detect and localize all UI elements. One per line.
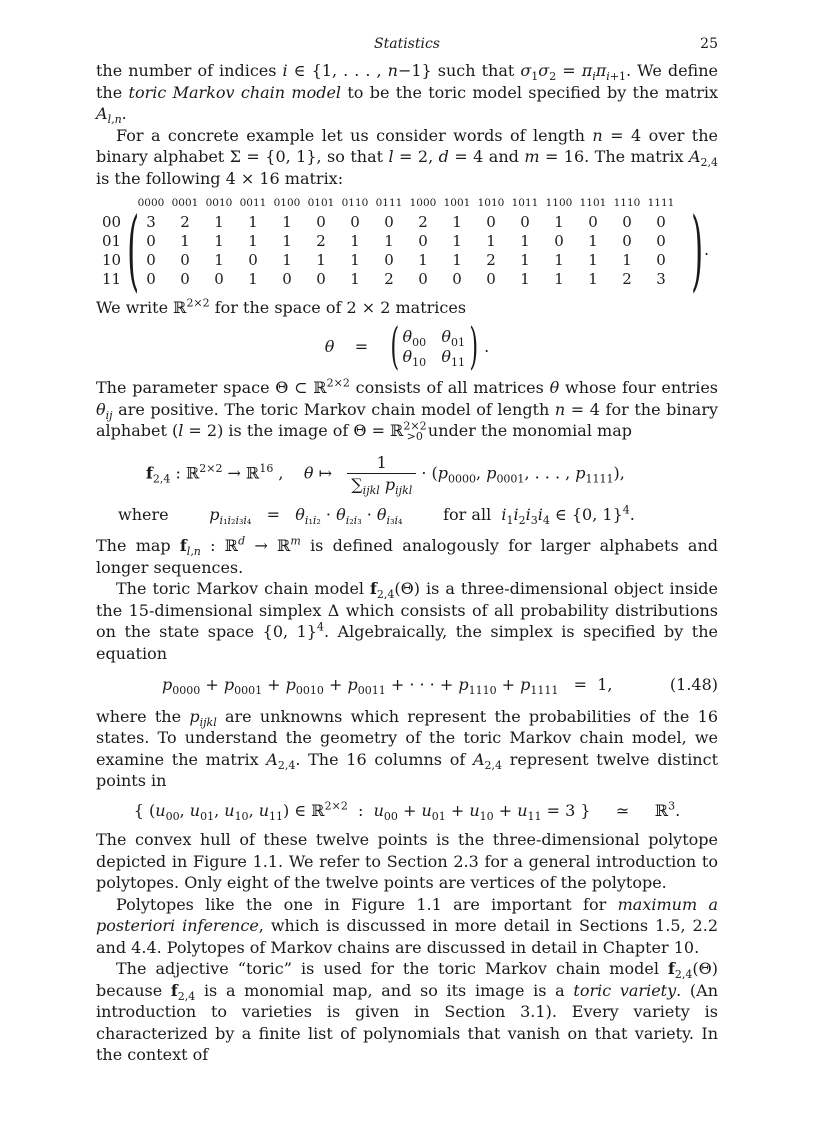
matrix-cell: 1 xyxy=(554,213,564,231)
matrix-cell: 1 xyxy=(452,213,462,231)
matrix-cell: 1 xyxy=(554,251,564,269)
matrix-cell: 0 xyxy=(656,232,666,250)
matrix-cell: 0 xyxy=(384,213,394,231)
matrix-cell: 1 xyxy=(214,251,224,269)
matrix-cell: 1 xyxy=(282,232,292,250)
matrix-cell: 1 xyxy=(520,232,530,250)
matrix-cell: 0 xyxy=(588,213,598,231)
where-equation: where $p_{i_1i_2i_3i_4} = \theta_{i_1i_2} \cdot \theta_{i_2i_3} \cdot \theta_{i_3i_4}$ for all $i_1i_2i_3i_4$ ∈ {0, 1}$^4$. xyxy=(118,503,635,527)
right-parenthesis: ) xyxy=(691,198,704,301)
equation-number: (1.48) xyxy=(669,675,718,694)
matrix-cell: 0 xyxy=(248,251,258,269)
paragraph: the number of indices i ∈ {1, . . . , n−1} such that $\sigma_1\sigma_2 = \pi_i\pi_{i+1}$. We define the toric Markov chain model to be the toric model specified by the matrix $A_{l,n}$. xyxy=(96,61,719,127)
matrix-cell: 1 xyxy=(248,213,258,231)
matrix-cell: 1 xyxy=(588,251,598,269)
matrix-cell: 2 xyxy=(180,213,190,231)
matrix-row-labels xyxy=(102,213,121,289)
matrix-cell: 1 xyxy=(452,251,462,269)
matrix-cell: 1 xyxy=(350,232,360,250)
matrix-cell: 1 xyxy=(622,251,632,269)
matrix-cell: 1 xyxy=(384,232,394,250)
matrix-column-header: 1101 xyxy=(579,197,607,209)
matrix-cell: 1 xyxy=(282,213,292,231)
matrix-cell: 0 xyxy=(554,232,564,250)
matrix-cell: 0 xyxy=(180,251,190,269)
matrix-cell: 2 xyxy=(622,270,632,288)
matrix-column-header: 0111 xyxy=(375,197,403,209)
monomial-map-equation: $f_{2,4}$ : ℝ$^{2\times 2}$ → ℝ$^{16}$ , θ ↦ $\frac{1}{\sum_{ijkl} p_{ijkl}}$ · ($p_{0000}$, $p_{0001}$, . . . , $p_{1111}$), xyxy=(146,452,625,498)
matrix-cell: 0 xyxy=(282,270,292,288)
matrix-cell: 0 xyxy=(180,270,190,288)
matrix-cell: 0 xyxy=(622,213,632,231)
matrix-cell: 2 xyxy=(418,213,428,231)
matrix-column-header: 0000 xyxy=(137,197,165,209)
running-title: Statistics xyxy=(374,36,440,52)
paragraph: The convex hull of these twelve points is the three-dimensional polytope depicted in Figure 1.1. We refer to Section 2.3 for a general introduction to polytopes. Only eight of the twelve points are vertices of the polytope. xyxy=(96,830,718,892)
matrix-cell: 1 xyxy=(248,232,258,250)
paragraph: The parameter space Θ ⊂ ℝ$^{2\times 2}$ consists of all matrices θ whose four entries $\theta_{ij}$ are positive. The toric Markov chain model of length n = 4 for the binary alphabet (l = 2) is the image of Θ = ℝ$^{2\times 2}_{>0}$ under the monomial map xyxy=(96,376,719,444)
matrix-cell: 1 xyxy=(350,251,360,269)
matrix-cell: 1 xyxy=(248,270,258,288)
matrix-column-header: 1001 xyxy=(443,197,471,209)
paragraph: The adjective “toric” is used for the toric Markov chain model $f_{2,4}(\Theta)$ because $f_{2,4}$ is a monomial map, and so its image is a toric variety. (An introduction to varieties is given in Section 3.1). Every variety is characterized by a finite list of polynomials that vanish on that variety. In the context of xyxy=(96,959,719,1064)
matrix-cell: 1 xyxy=(282,251,292,269)
matrix-cell: 1 xyxy=(350,270,360,288)
matrix-cell: 1 xyxy=(214,232,224,250)
matrix-cell: 0 xyxy=(350,213,360,231)
matrix-column-header: 0110 xyxy=(341,197,369,209)
running-header xyxy=(96,34,718,60)
theta-equation: θ = ( $\theta_{00}$ $\theta_{01}$ $\theta_{10}$ $\theta_{11}$ ) . xyxy=(324,316,490,375)
paragraph: The map $f_{l,n}$ : ℝ$^d$ → ℝ$^m$ is defined analogously for larger alphabets and longer sequences. xyxy=(96,534,719,577)
matrix-column-header: 0101 xyxy=(307,197,335,209)
matrix-cell: 1 xyxy=(214,213,224,231)
matrix-cell: 0 xyxy=(146,270,156,288)
matrix-cell: 0 xyxy=(316,213,326,231)
matrix-column-header: 0011 xyxy=(239,197,267,209)
matrix-cell: 1 xyxy=(452,232,462,250)
paragraph: We write ℝ$^{2\times 2}$ for the space of 2 × 2 matrices xyxy=(96,296,467,317)
page xyxy=(96,34,718,1066)
matrix-cell: 3 xyxy=(146,213,156,231)
matrix-cell: 3 xyxy=(656,270,666,288)
paragraph: For a concrete example let us consider words of length n = 4 over the binary alphabet Σ = {0, 1}, so that l = 2, d = 4 and m = 16. The matrix $A_{2,4}$ is the following 4 × 16 matrix: xyxy=(96,125,719,188)
matrix-cell: 0 xyxy=(622,232,632,250)
paragraph: where the $p_{ijkl}$ are unknowns which represent the probabilities of the 16 states. To understand the geometry of the toric Markov chain model, we examine the matrix $A_{2,4}$. The 16 columns of $A_{2,4}$ represent twelve distinct points in xyxy=(96,706,719,790)
matrix-cell: 0 xyxy=(214,270,224,288)
page-number: 25 xyxy=(700,36,718,52)
matrix-cell: 1 xyxy=(520,270,530,288)
matrix-cell: 1 xyxy=(554,270,564,288)
matrix-row-label: 10 xyxy=(102,251,122,269)
matrix-column-header: 1010 xyxy=(477,197,505,209)
matrix-cell: 2 xyxy=(316,232,326,250)
matrix-column-header: 1000 xyxy=(409,197,437,209)
matrix-column-header: 1100 xyxy=(545,197,573,209)
matrix-cell: 1 xyxy=(180,232,190,250)
matrix-cell: 2 xyxy=(384,270,394,288)
matrix-cell: 1 xyxy=(588,232,598,250)
paragraph: The toric Markov chain model $f_{2,4}(\Theta)$ is a three-dimensional object inside the 15-dimensional simplex Δ which consists of all probability distributions on the state space {0, 1}$^4$. Algebraically, the simplex is specified by the equation xyxy=(96,579,718,663)
matrix-cell: 0 xyxy=(656,213,666,231)
matrix-cell: 0 xyxy=(418,232,428,250)
matrix-cell: 0 xyxy=(384,251,394,269)
matrix-cell: 1 xyxy=(486,232,496,250)
matrix-row-label: 01 xyxy=(102,232,122,250)
matrix-column-header: 0010 xyxy=(205,197,233,209)
paragraph: Polytopes like the one in Figure 1.1 are important for maximum a posteriori inference, which is discussed in more detail in Sections 1.5, 2.2 and 4.4. Polytopes of Markov chains are discussed in detail in Chapter 10. xyxy=(96,894,719,957)
matrix-cell: 1 xyxy=(588,270,598,288)
matrix-cell: 0 xyxy=(146,251,156,269)
matrix-cell: 0 xyxy=(316,270,326,288)
matrix-cell: 1 xyxy=(520,251,530,269)
matrix-cell: 0 xyxy=(452,270,462,288)
matrix-cell: 0 xyxy=(146,232,156,250)
theta-matrix: ( $\theta_{00}$ $\theta_{01}$ $\theta_{10}$ $\theta_{11}$ ) xyxy=(389,316,478,375)
matrix-column-header: 1011 xyxy=(511,197,539,209)
left-parenthesis: ( xyxy=(127,198,140,301)
matrix-cell: 1 xyxy=(316,251,326,269)
matrix-cell: 0 xyxy=(656,251,666,269)
matrix-column-header: 1111 xyxy=(647,197,675,209)
points-set-equation: { ($u_{00}$, $u_{01}$, $u_{10}$, $u_{11}$) ∈ ℝ$^{2\times 2}$ : $u_{00} + u_{01} + u_{10} + u_{11} = 3$ } ≃ ℝ$^3$. xyxy=(133,799,681,823)
matrix-a24 xyxy=(96,193,718,301)
matrix-cell: 0 xyxy=(486,270,496,288)
matrix-cell: 2 xyxy=(486,251,496,269)
matrix-row-label: 00 xyxy=(102,213,122,231)
matrix-column-header: 0001 xyxy=(171,197,199,209)
matrix-column-header: 1110 xyxy=(613,197,641,209)
matrix-period: . xyxy=(704,240,710,259)
simplex-equation: $p_{0000} + p_{0001} + p_{0010} + p_{0011}$ + · · · + $p_{1110} + p_{1111} = 1$, (1.48) xyxy=(162,675,718,698)
matrix-column-header: 0100 xyxy=(273,197,301,209)
matrix-cell: 0 xyxy=(486,213,496,231)
matrix-cell: 0 xyxy=(520,213,530,231)
matrix-cell: 0 xyxy=(418,270,428,288)
matrix-cell: 1 xyxy=(418,251,428,269)
matrix-row-label: 11 xyxy=(102,270,122,288)
